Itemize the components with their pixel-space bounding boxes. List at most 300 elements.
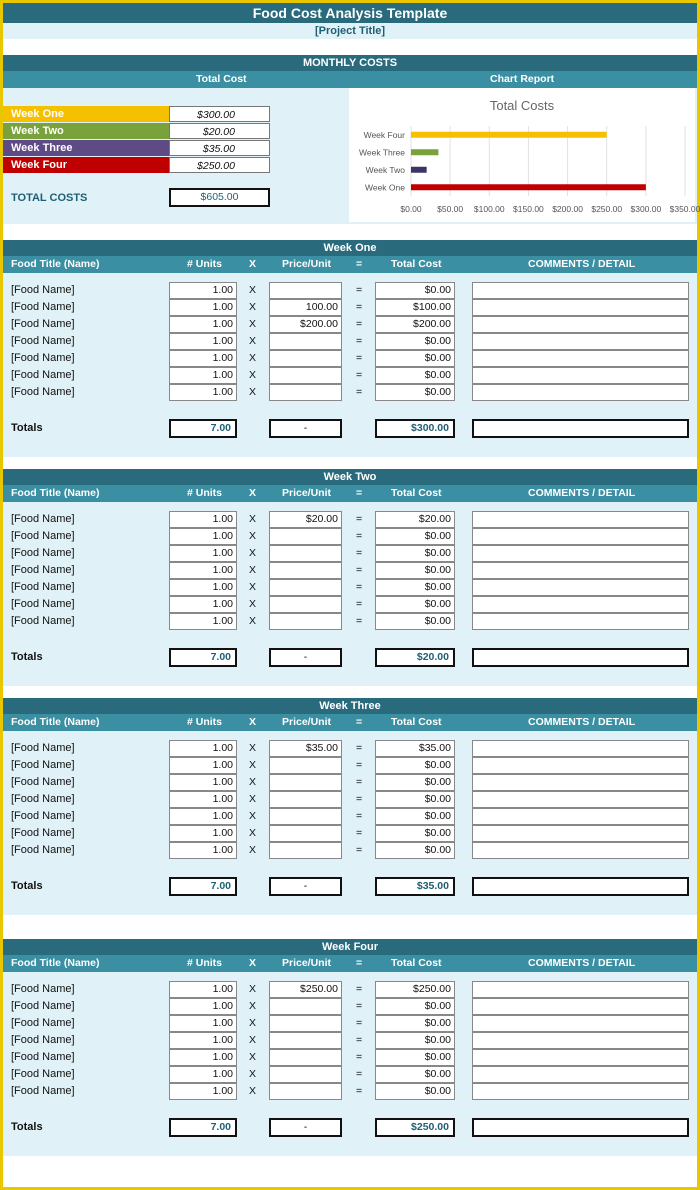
equals-sign: = [356, 827, 363, 839]
food-name-cell[interactable]: [Food Name] [11, 284, 75, 296]
comments-cell[interactable] [472, 740, 689, 757]
table-row [3, 367, 697, 384]
total-cost-cell[interactable]: $0.00 [375, 1066, 455, 1083]
food-title-column-header: Food Title (Name) [11, 487, 100, 499]
units-cell[interactable]: 1.00 [169, 384, 237, 401]
price-unit-cell[interactable] [269, 282, 342, 299]
table-row [3, 981, 697, 998]
total-costs-cell[interactable]: $605.00 [169, 188, 270, 207]
units-cell[interactable]: 1.00 [169, 998, 237, 1015]
totals-row [3, 1118, 697, 1137]
table-row [3, 613, 697, 630]
multiply-sign: X [249, 844, 257, 856]
comments-cell[interactable] [472, 528, 689, 545]
food-name-cell[interactable]: [Food Name] [11, 318, 75, 330]
total-cost-cell[interactable]: $0.00 [375, 1083, 455, 1100]
week-section [3, 915, 697, 1156]
total-cost-cell[interactable]: $20.00 [375, 511, 455, 528]
total-costs-chart[interactable] [349, 88, 700, 222]
food-name-cell[interactable]: [Food Name] [11, 581, 75, 593]
multiply-sign: X [249, 598, 257, 610]
equals-sign: = [356, 742, 363, 754]
cost-total-cell[interactable]: $20.00 [375, 648, 455, 667]
price-unit-cell[interactable]: $200.00 [269, 316, 342, 333]
chart-bar[interactable] [411, 149, 438, 155]
chart-category-label: Week One [364, 182, 405, 193]
weekly-sections [3, 224, 697, 1156]
units-column-header: # Units [187, 258, 223, 270]
total-cost-cell[interactable]: $0.00 [375, 613, 455, 630]
comments-cell[interactable] [472, 282, 689, 299]
food-title-column-header: Food Title (Name) [11, 716, 100, 728]
week-one-label: Week One [3, 106, 169, 122]
comments-cell[interactable] [472, 545, 689, 562]
food-name-cell[interactable]: [Food Name] [11, 1085, 75, 1097]
food-name-cell[interactable]: [Food Name] [11, 352, 75, 364]
units-cell[interactable]: 1.00 [169, 282, 237, 299]
multiply-sign: X [249, 1068, 257, 1080]
food-name-cell[interactable]: [Food Name] [11, 776, 75, 788]
totals-label: Totals [11, 1121, 43, 1133]
table-row [3, 998, 697, 1015]
total-cost-cell[interactable]: $0.00 [375, 350, 455, 367]
units-cell[interactable]: 1.00 [169, 825, 237, 842]
week-column-headers [3, 714, 697, 731]
spacer [3, 915, 697, 939]
chart-x-tick-label: $350.00 [669, 204, 700, 214]
multiply-sign: X [249, 547, 257, 559]
chart-x-tick-label: $50.00 [437, 204, 464, 214]
week-body [3, 502, 697, 686]
food-name-cell[interactable]: [Food Name] [11, 827, 75, 839]
spacer [3, 457, 697, 469]
table-row [3, 316, 697, 333]
total-cost-cell[interactable]: $35.00 [375, 740, 455, 757]
spacer [3, 39, 697, 55]
spacer [3, 686, 697, 698]
comments-total-cell[interactable] [472, 419, 689, 438]
week-three-label: Week Three [3, 140, 169, 156]
comments-cell[interactable] [472, 384, 689, 401]
totals-label: Totals [11, 422, 43, 434]
total-cost-column-header: Total Cost [196, 73, 247, 85]
price-unit-cell[interactable] [269, 545, 342, 562]
project-title-cell[interactable]: [Project Title] [3, 23, 697, 39]
comments-column-header: COMMENTS / DETAIL [528, 487, 636, 499]
chart-bar[interactable] [411, 167, 427, 173]
total-cost-cell[interactable]: $0.00 [375, 528, 455, 545]
table-row [3, 808, 697, 825]
multiply-sign: X [249, 386, 257, 398]
comments-cell[interactable] [472, 757, 689, 774]
totals-label: Totals [11, 880, 43, 892]
page-title: Food Cost Analysis Template [3, 3, 697, 23]
equals-sign: = [356, 564, 363, 576]
table-row [3, 825, 697, 842]
equals-sign: = [356, 318, 363, 330]
total-cost-column-header: Total Cost [391, 957, 442, 969]
food-name-cell[interactable]: [Food Name] [11, 369, 75, 381]
comments-cell[interactable] [472, 333, 689, 350]
total-cost-cell[interactable]: $0.00 [375, 842, 455, 859]
equals-column-header: = [356, 716, 363, 728]
comments-cell[interactable] [472, 316, 689, 333]
chart-bar[interactable] [411, 184, 646, 190]
multiply-sign: X [249, 810, 257, 822]
multiply-sign: X [249, 301, 257, 313]
comments-cell[interactable] [472, 791, 689, 808]
price-unit-cell[interactable] [269, 1066, 342, 1083]
table-row [3, 562, 697, 579]
equals-sign: = [356, 335, 363, 347]
monthly-column-headers [3, 71, 697, 88]
units-cell[interactable]: 1.00 [169, 842, 237, 859]
table-row [3, 1032, 697, 1049]
units-total-cell[interactable]: 7.00 [169, 877, 237, 896]
price-unit-cell[interactable] [269, 1049, 342, 1066]
chart-bar[interactable] [411, 132, 607, 138]
chart-category-label: Week Three [359, 147, 405, 158]
price-unit-cell[interactable] [269, 1032, 342, 1049]
table-row [3, 545, 697, 562]
table-row [3, 384, 697, 401]
total-costs-chart-svg [349, 88, 700, 222]
comments-cell[interactable] [472, 579, 689, 596]
units-cell[interactable]: 1.00 [169, 511, 237, 528]
week-two-total-cell[interactable]: $20.00 [169, 123, 270, 139]
comments-cell[interactable] [472, 562, 689, 579]
food-name-cell[interactable]: [Food Name] [11, 983, 75, 995]
total-cost-cell[interactable]: $0.00 [375, 757, 455, 774]
units-total-cell[interactable]: 7.00 [169, 1118, 237, 1137]
monthly-costs-body [3, 88, 700, 224]
equals-sign: = [356, 759, 363, 771]
multiply-sign: X [249, 742, 257, 754]
week-body [3, 273, 697, 457]
price-unit-cell[interactable]: $250.00 [269, 981, 342, 998]
equals-sign: = [356, 810, 363, 822]
comments-cell[interactable] [472, 774, 689, 791]
total-costs-label: TOTAL COSTS [11, 192, 88, 204]
comments-cell[interactable] [472, 825, 689, 842]
comments-column-header: COMMENTS / DETAIL [528, 716, 636, 728]
units-cell[interactable]: 1.00 [169, 350, 237, 367]
units-cell[interactable]: 1.00 [169, 1049, 237, 1066]
price-unit-cell[interactable] [269, 1083, 342, 1100]
chart-x-tick-label: $250.00 [591, 204, 623, 214]
total-cost-column-header: Total Cost [391, 258, 442, 270]
comments-total-cell[interactable] [472, 1118, 689, 1137]
week-four-total-cell[interactable]: $250.00 [169, 157, 270, 173]
price-unit-cell[interactable] [269, 562, 342, 579]
total-cost-cell[interactable]: $0.00 [375, 998, 455, 1015]
units-cell[interactable]: 1.00 [169, 596, 237, 613]
equals-sign: = [356, 581, 363, 593]
multiply-column-header: X [249, 716, 257, 728]
price-unit-column-header: Price/Unit [282, 487, 332, 499]
price-unit-cell[interactable] [269, 808, 342, 825]
monthly-costs-header: MONTHLY COSTS [3, 55, 697, 71]
comments-cell[interactable] [472, 1015, 689, 1032]
multiply-column-header: X [249, 957, 257, 969]
chart-report-header: Chart Report [490, 73, 555, 85]
equals-sign: = [356, 1034, 363, 1046]
food-name-cell[interactable]: [Food Name] [11, 547, 75, 559]
table-row [3, 528, 697, 545]
price-unit-column-header: Price/Unit [282, 716, 332, 728]
units-cell[interactable]: 1.00 [169, 299, 237, 316]
equals-sign: = [356, 1000, 363, 1012]
equals-sign: = [356, 793, 363, 805]
price-unit-cell[interactable]: 100.00 [269, 299, 342, 316]
week-three-total-cell[interactable]: $35.00 [169, 140, 270, 156]
food-title-column-header: Food Title (Name) [11, 957, 100, 969]
week-one-total-cell[interactable]: $300.00 [169, 106, 270, 122]
units-cell[interactable]: 1.00 [169, 808, 237, 825]
equals-sign: = [356, 513, 363, 525]
price-unit-cell[interactable] [269, 757, 342, 774]
units-cell[interactable]: 1.00 [169, 528, 237, 545]
table-row [3, 350, 697, 367]
total-cost-cell[interactable]: $0.00 [375, 562, 455, 579]
price-total-cell[interactable]: - [269, 648, 342, 667]
equals-sign: = [356, 776, 363, 788]
total-cost-cell[interactable]: $0.00 [375, 825, 455, 842]
comments-cell[interactable] [472, 1083, 689, 1100]
chart-title: Total Costs [489, 98, 555, 113]
week-column-headers [3, 955, 697, 972]
equals-column-header: = [356, 258, 363, 270]
totals-row [3, 877, 697, 896]
equals-sign: = [356, 1085, 363, 1097]
equals-sign: = [356, 284, 363, 296]
total-cost-cell[interactable]: $0.00 [375, 1032, 455, 1049]
total-cost-cell[interactable]: $0.00 [375, 791, 455, 808]
multiply-sign: X [249, 1034, 257, 1046]
units-cell[interactable]: 1.00 [169, 562, 237, 579]
units-cell[interactable]: 1.00 [169, 367, 237, 384]
multiply-sign: X [249, 369, 257, 381]
total-cost-cell[interactable]: $0.00 [375, 1049, 455, 1066]
multiply-sign: X [249, 581, 257, 593]
cost-total-cell[interactable]: $300.00 [375, 419, 455, 438]
units-total-cell[interactable]: 7.00 [169, 419, 237, 438]
total-cost-cell[interactable]: $0.00 [375, 808, 455, 825]
multiply-column-header: X [249, 487, 257, 499]
price-unit-cell[interactable] [269, 842, 342, 859]
units-column-header: # Units [187, 716, 223, 728]
units-cell[interactable]: 1.00 [169, 1032, 237, 1049]
price-unit-cell[interactable]: $35.00 [269, 740, 342, 757]
food-name-cell[interactable]: [Food Name] [11, 1017, 75, 1029]
price-total-cell[interactable]: - [269, 1118, 342, 1137]
food-name-cell[interactable]: [Food Name] [11, 615, 75, 627]
multiply-sign: X [249, 284, 257, 296]
comments-cell[interactable] [472, 842, 689, 859]
week-two-label: Week Two [3, 123, 169, 139]
totals-row [3, 419, 697, 438]
price-unit-column-header: Price/Unit [282, 957, 332, 969]
units-cell[interactable]: 1.00 [169, 333, 237, 350]
price-unit-cell[interactable] [269, 350, 342, 367]
price-unit-cell[interactable] [269, 791, 342, 808]
price-unit-cell[interactable] [269, 613, 342, 630]
food-name-cell[interactable]: [Food Name] [11, 1051, 75, 1063]
units-cell[interactable]: 1.00 [169, 613, 237, 630]
food-name-cell[interactable]: [Food Name] [11, 844, 75, 856]
total-cost-cell[interactable]: $0.00 [375, 367, 455, 384]
units-column-header: # Units [187, 957, 223, 969]
table-row [3, 299, 697, 316]
equals-sign: = [356, 547, 363, 559]
units-cell[interactable]: 1.00 [169, 757, 237, 774]
units-cell[interactable]: 1.00 [169, 545, 237, 562]
units-cell[interactable]: 1.00 [169, 981, 237, 998]
food-name-cell[interactable]: [Food Name] [11, 1068, 75, 1080]
total-cost-cell[interactable]: $250.00 [375, 981, 455, 998]
food-title-column-header: Food Title (Name) [11, 258, 100, 270]
table-row [3, 1015, 697, 1032]
price-unit-cell[interactable] [269, 384, 342, 401]
comments-cell[interactable] [472, 511, 689, 528]
units-total-cell[interactable]: 7.00 [169, 648, 237, 667]
multiply-sign: X [249, 513, 257, 525]
units-cell[interactable]: 1.00 [169, 1015, 237, 1032]
price-unit-cell[interactable] [269, 333, 342, 350]
table-row [3, 1083, 697, 1100]
total-cost-cell[interactable]: $100.00 [375, 299, 455, 316]
comments-cell[interactable] [472, 998, 689, 1015]
cost-total-cell[interactable]: $35.00 [375, 877, 455, 896]
food-name-cell[interactable]: [Food Name] [11, 793, 75, 805]
comments-cell[interactable] [472, 613, 689, 630]
food-name-cell[interactable]: [Food Name] [11, 1034, 75, 1046]
multiply-sign: X [249, 983, 257, 995]
total-cost-cell[interactable]: $0.00 [375, 384, 455, 401]
food-name-cell[interactable]: [Food Name] [11, 530, 75, 542]
equals-column-header: = [356, 957, 363, 969]
week-body [3, 972, 697, 1156]
multiply-sign: X [249, 530, 257, 542]
comments-total-cell[interactable] [472, 877, 689, 896]
comments-cell[interactable] [472, 1049, 689, 1066]
food-name-cell[interactable]: [Food Name] [11, 1000, 75, 1012]
spacer [3, 224, 697, 240]
price-total-cell[interactable]: - [269, 877, 342, 896]
units-cell[interactable]: 1.00 [169, 740, 237, 757]
comments-column-header: COMMENTS / DETAIL [528, 258, 636, 270]
week-body [3, 731, 697, 915]
price-unit-cell[interactable] [269, 825, 342, 842]
multiply-sign: X [249, 1017, 257, 1029]
price-unit-cell[interactable] [269, 579, 342, 596]
comments-cell[interactable] [472, 1032, 689, 1049]
multiply-sign: X [249, 793, 257, 805]
total-cost-cell[interactable]: $0.00 [375, 1015, 455, 1032]
cost-total-cell[interactable]: $250.00 [375, 1118, 455, 1137]
units-cell[interactable]: 1.00 [169, 579, 237, 596]
table-row [3, 757, 697, 774]
total-cost-cell[interactable]: $0.00 [375, 596, 455, 613]
multiply-sign: X [249, 1085, 257, 1097]
equals-sign: = [356, 844, 363, 856]
chart-x-tick-label: $200.00 [552, 204, 583, 214]
price-unit-cell[interactable] [269, 1015, 342, 1032]
food-name-cell[interactable]: [Food Name] [11, 335, 75, 347]
food-name-cell[interactable]: [Food Name] [11, 564, 75, 576]
food-name-cell[interactable]: [Food Name] [11, 386, 75, 398]
totals-row [3, 648, 697, 667]
total-cost-cell[interactable]: $0.00 [375, 579, 455, 596]
totals-label: Totals [11, 651, 43, 663]
comments-total-cell[interactable] [472, 648, 689, 667]
table-row [3, 282, 697, 299]
units-cell[interactable]: 1.00 [169, 1083, 237, 1100]
multiply-sign: X [249, 759, 257, 771]
total-cost-cell[interactable]: $0.00 [375, 774, 455, 791]
multiply-sign: X [249, 335, 257, 347]
food-name-cell[interactable]: [Food Name] [11, 810, 75, 822]
comments-cell[interactable] [472, 299, 689, 316]
multiply-sign: X [249, 1000, 257, 1012]
week-column-headers [3, 256, 697, 273]
units-cell[interactable]: 1.00 [169, 791, 237, 808]
price-unit-cell[interactable] [269, 998, 342, 1015]
food-name-cell[interactable]: [Food Name] [11, 301, 75, 313]
comments-cell[interactable] [472, 367, 689, 384]
equals-sign: = [356, 983, 363, 995]
equals-sign: = [356, 386, 363, 398]
week-section [3, 457, 697, 686]
week-section-title: Week One [3, 240, 697, 256]
price-total-cell[interactable]: - [269, 419, 342, 438]
comments-cell[interactable] [472, 981, 689, 998]
comments-column-header: COMMENTS / DETAIL [528, 957, 636, 969]
comments-cell[interactable] [472, 350, 689, 367]
food-name-cell[interactable]: [Food Name] [11, 598, 75, 610]
total-cost-cell[interactable]: $0.00 [375, 545, 455, 562]
units-cell[interactable]: 1.00 [169, 316, 237, 333]
week-column-headers [3, 485, 697, 502]
total-cost-cell[interactable]: $0.00 [375, 282, 455, 299]
chart-category-label: Week Four [363, 129, 405, 140]
units-cell[interactable]: 1.00 [169, 1066, 237, 1083]
multiply-column-header: X [249, 258, 257, 270]
comments-cell[interactable] [472, 1066, 689, 1083]
price-unit-cell[interactable] [269, 367, 342, 384]
multiply-sign: X [249, 776, 257, 788]
units-column-header: # Units [187, 487, 223, 499]
multiply-sign: X [249, 1051, 257, 1063]
food-name-cell[interactable]: [Food Name] [11, 759, 75, 771]
table-row [3, 842, 697, 859]
comments-cell[interactable] [472, 808, 689, 825]
price-unit-cell[interactable] [269, 774, 342, 791]
total-cost-column-header: Total Cost [391, 487, 442, 499]
comments-cell[interactable] [472, 596, 689, 613]
total-cost-cell[interactable]: $0.00 [375, 333, 455, 350]
units-cell[interactable]: 1.00 [169, 774, 237, 791]
total-cost-cell[interactable]: $200.00 [375, 316, 455, 333]
chart-x-tick-label: $300.00 [630, 204, 662, 214]
chart-x-tick-label: $100.00 [473, 204, 505, 214]
multiply-sign: X [249, 318, 257, 330]
food-name-cell[interactable]: [Food Name] [11, 513, 75, 525]
price-unit-cell[interactable] [269, 596, 342, 613]
food-name-cell[interactable]: [Food Name] [11, 742, 75, 754]
price-unit-cell[interactable] [269, 528, 342, 545]
price-unit-cell[interactable]: $20.00 [269, 511, 342, 528]
